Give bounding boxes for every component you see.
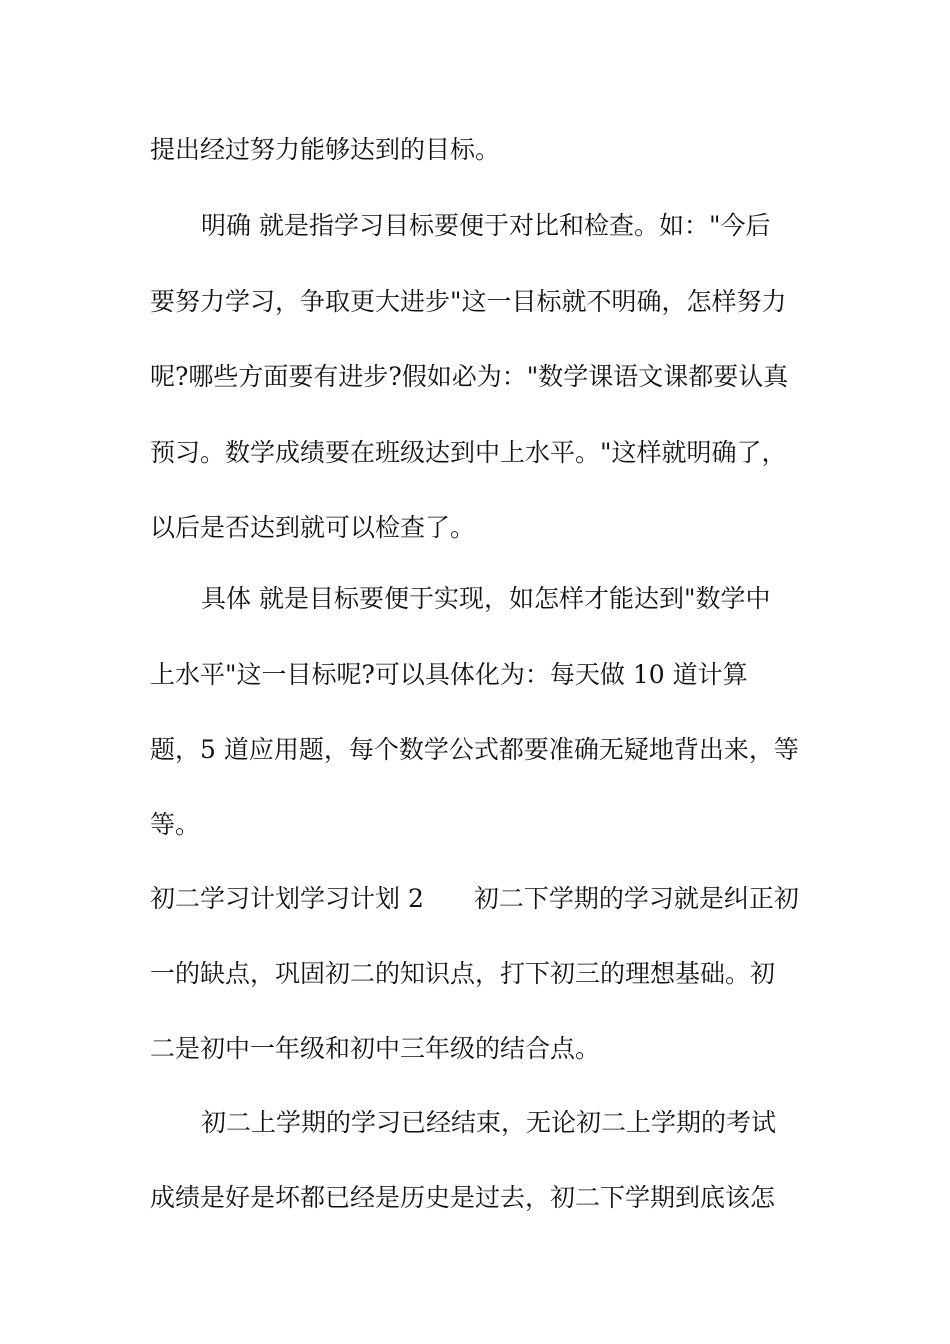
text-line-9: 题，5 道应用题，每个数学公式都要准确无疑地背出来，等 [150,735,799,764]
text-line-14: 初二上学期的学习已经结束，无论初二上学期的考试 [201,1108,777,1137]
text-line-5: 预习。数学成绩要在班级达到中上水平。"这样就明确了， [150,438,787,467]
text-line-6: 以后是否达到就可以检查了。 [150,513,476,542]
text-line-11: 初二学习计划学习计划 2 初二下学期的学习就是纠正初 [150,884,799,913]
text-line-4: 呢?哪些方面要有进步?假如必为："数学课语文课都要认真 [150,362,789,391]
text-line-13: 二是初中一年级和初中三年级的结合点。 [150,1034,601,1063]
text-line-8: 上水平"这一目标呢?可以具体化为：每天做 10 道计算 [150,660,748,689]
text-line-12: 一的缺点，巩固初二的知识点，打下初三的理想基础。初 [150,959,776,988]
text-line-3: 要努力学习，争取更大进步"这一目标就不明确，怎样努力 [150,287,787,316]
text-line-7: 具体 就是目标要便于实现，如怎样才能达到"数学中 [201,584,771,613]
text-line-15: 成绩是好是坏都已经是历史是过去，初二下学期到底该怎 [150,1183,776,1212]
text-line-2: 明确 就是指学习目标要便于对比和检查。如："今后 [201,211,771,240]
text-line-10: 等。 [150,810,201,839]
text-line-1: 提出经过努力能够达到的目标。 [150,135,501,164]
